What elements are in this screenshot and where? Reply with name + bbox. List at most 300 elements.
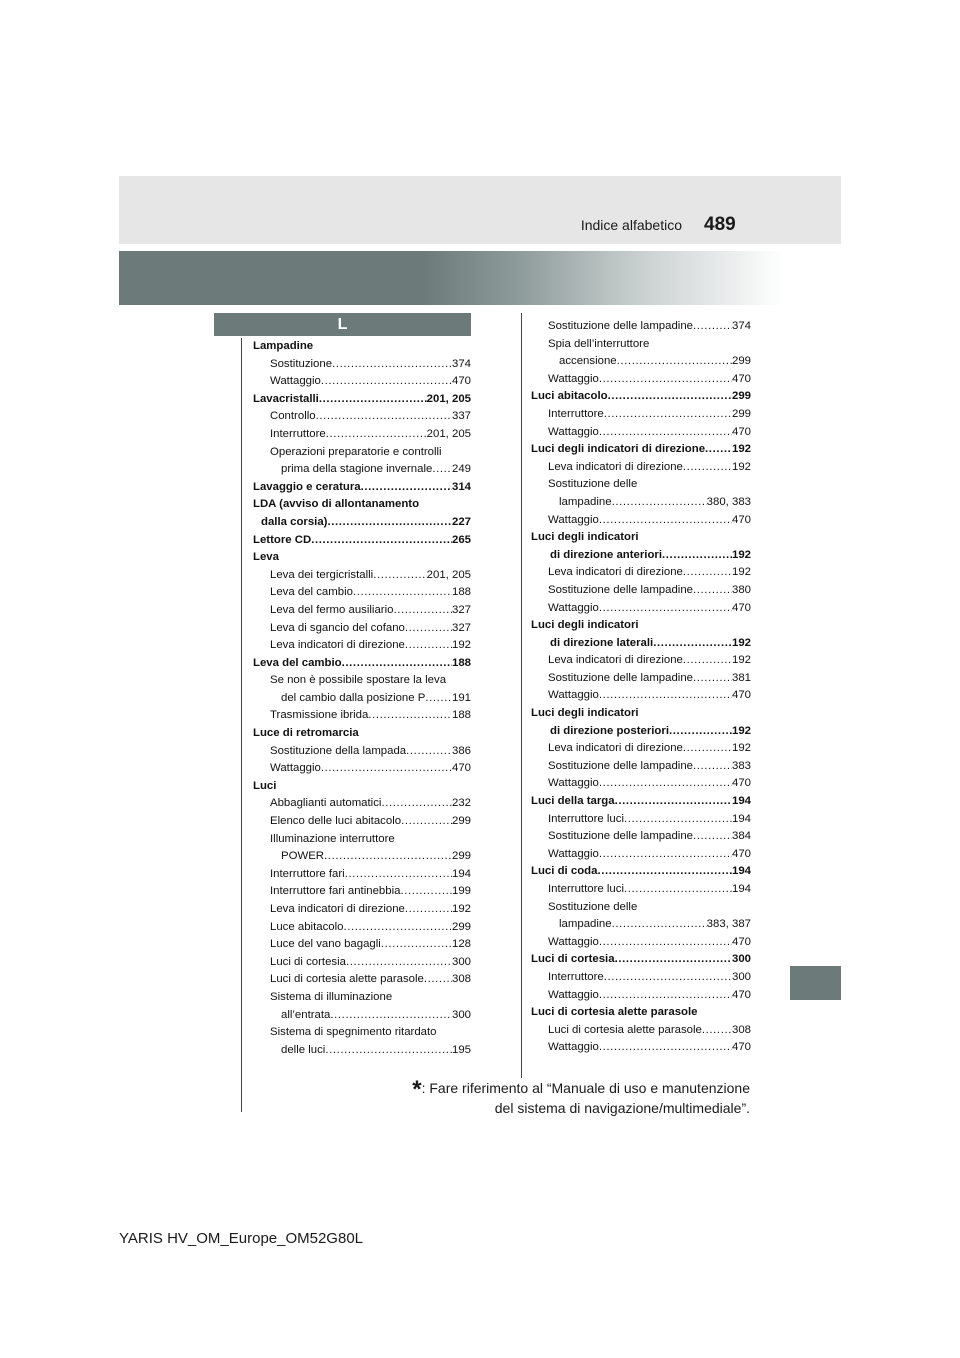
index-entry bbox=[253, 778, 471, 796]
index-entry-page: 199 bbox=[451, 885, 471, 898]
index-entry-page: 194 bbox=[451, 867, 471, 880]
index-entry bbox=[253, 971, 471, 989]
index-entry-term: Interruttore bbox=[270, 427, 326, 440]
index-entry-page: 470 bbox=[731, 372, 751, 385]
index-entry-page: 470 bbox=[451, 375, 471, 388]
index-entry-page: 192 bbox=[731, 636, 751, 649]
index-entry-leader bbox=[693, 582, 732, 600]
index-entry-page: 299 bbox=[731, 390, 751, 403]
index-entry-term: Sostituzione bbox=[270, 357, 333, 370]
index-entry bbox=[531, 459, 751, 477]
index-entry-leader bbox=[615, 951, 732, 969]
index-entry bbox=[531, 969, 751, 987]
index-entry-leader bbox=[361, 479, 452, 497]
index-entry-leader bbox=[321, 760, 452, 778]
index-entry bbox=[531, 336, 751, 354]
index-entry bbox=[531, 600, 751, 618]
index-entry bbox=[253, 602, 471, 620]
index-entry-leader bbox=[345, 866, 452, 884]
index-entry-page: 249 bbox=[451, 463, 471, 476]
index-entry-leader bbox=[321, 373, 452, 391]
index-entry-term: Interruttore fari bbox=[270, 867, 345, 880]
index-entry-term: Lavaggio e ceratura bbox=[253, 480, 361, 493]
index-column-right bbox=[531, 318, 751, 1057]
index-entry bbox=[253, 707, 471, 725]
index-entry-page: 470 bbox=[731, 689, 751, 702]
index-entry-leader bbox=[327, 514, 452, 532]
index-entry bbox=[253, 1042, 471, 1060]
index-entry bbox=[531, 388, 751, 406]
index-entry-page: 380, 383 bbox=[706, 495, 751, 508]
index-entry bbox=[531, 811, 751, 829]
index-entry-leader bbox=[599, 424, 732, 442]
index-entry-leader bbox=[693, 318, 732, 336]
index-entry-term: Wattaggio bbox=[548, 777, 599, 790]
index-entry-page: 192 bbox=[731, 742, 751, 755]
index-entry-page: 194 bbox=[731, 795, 751, 808]
index-entry-term: Luci di cortesia bbox=[531, 953, 615, 966]
index-entry-leader bbox=[405, 901, 452, 919]
index-entry-leader bbox=[599, 600, 732, 618]
index-entry-leader bbox=[405, 637, 452, 655]
index-entry-term: delle luci bbox=[281, 1043, 326, 1056]
index-entry bbox=[253, 655, 471, 673]
index-entry-leader bbox=[330, 1007, 452, 1025]
index-entry-term: di direzione laterali bbox=[550, 636, 654, 649]
index-entry-page: 194 bbox=[731, 865, 751, 878]
index-entry-leader bbox=[683, 564, 732, 582]
index-entry bbox=[531, 441, 751, 459]
index-entry-term: Luci degli indicatori bbox=[531, 531, 639, 544]
index-entry bbox=[253, 672, 471, 690]
index-entry-term: Leva indicatori di direzione bbox=[270, 639, 405, 652]
index-entry bbox=[253, 725, 471, 743]
index-entry-leader bbox=[400, 883, 452, 901]
index-entry-term: Leva del cambio bbox=[253, 656, 342, 669]
index-entry-page: 192 bbox=[451, 639, 471, 652]
index-entry bbox=[253, 1007, 471, 1025]
index-entry bbox=[531, 371, 751, 389]
index-entry-term: LDA (avviso di allontanamento bbox=[253, 498, 420, 511]
index-entry-page: 300 bbox=[451, 955, 471, 968]
index-entry-page: 192 bbox=[731, 460, 751, 473]
index-entry-page: 191 bbox=[451, 691, 471, 704]
index-entry bbox=[253, 496, 471, 514]
index-entry-page: 470 bbox=[731, 935, 751, 948]
index-entry-leader bbox=[604, 406, 732, 424]
index-entry bbox=[253, 831, 471, 849]
index-entry-page: 381 bbox=[731, 671, 751, 684]
index-entry-leader bbox=[342, 655, 452, 673]
index-entry-leader bbox=[599, 512, 732, 530]
index-entry bbox=[531, 916, 751, 934]
index-entry-leader bbox=[608, 388, 732, 406]
index-entry-page: 470 bbox=[731, 425, 751, 438]
index-entry bbox=[253, 426, 471, 444]
section-title: Indice alfabetico bbox=[580, 217, 682, 233]
index-entry-page: 192 bbox=[731, 443, 751, 456]
index-entry-term: Luci degli indicatori di direzione bbox=[531, 443, 706, 456]
index-entry-leader bbox=[612, 494, 707, 512]
index-entry bbox=[531, 406, 751, 424]
index-entry bbox=[253, 813, 471, 831]
index-entry-term: Luci di cortesia alette parasole bbox=[548, 1023, 702, 1036]
index-entry-leader bbox=[316, 408, 452, 426]
footnote bbox=[380, 1076, 750, 1117]
index-entry-page: 470 bbox=[451, 762, 471, 775]
index-entry-term: Lampadine bbox=[253, 340, 314, 352]
index-entry bbox=[531, 758, 751, 776]
index-entry-page: 300 bbox=[731, 970, 751, 983]
index-entry-leader bbox=[693, 670, 732, 688]
index-entry-term: Sistema di spegnimento ritardato bbox=[270, 1026, 437, 1039]
footnote-text-1: : Fare riferimento al “Manuale di uso e manutenzione bbox=[421, 1080, 750, 1096]
index-entry-term: Luce abitacolo bbox=[270, 920, 344, 933]
index-entry bbox=[531, 652, 751, 670]
index-entry-term: Luci di cortesia alette parasole bbox=[270, 973, 424, 986]
index-entry-page: 308 bbox=[731, 1023, 751, 1036]
index-entry-page: 299 bbox=[731, 407, 751, 420]
index-entry bbox=[253, 356, 471, 374]
index-entry bbox=[531, 564, 751, 582]
index-entry-leader bbox=[615, 793, 732, 811]
index-entry-page: 299 bbox=[731, 355, 751, 368]
index-entry-leader bbox=[599, 775, 732, 793]
index-entry bbox=[531, 1039, 751, 1057]
index-entry-term: di direzione posteriori bbox=[550, 724, 669, 737]
index-entry bbox=[531, 318, 751, 336]
index-entry-term: Wattaggio bbox=[270, 762, 321, 775]
index-entry-term: Interruttore bbox=[548, 407, 604, 420]
index-entry bbox=[531, 934, 751, 952]
index-entry-page: 201, 205 bbox=[426, 392, 471, 405]
index-entry-term: Leva del cambio bbox=[270, 586, 353, 599]
index-entry-term: Wattaggio bbox=[548, 935, 599, 948]
index-entry-leader bbox=[599, 934, 732, 952]
index-entry-page: 128 bbox=[451, 938, 471, 951]
index-entry bbox=[253, 567, 471, 585]
index-entry-term: Leva dei tergicristalli bbox=[270, 568, 374, 581]
index-entry bbox=[531, 899, 751, 917]
index-entry-term: Sostituzione delle bbox=[548, 478, 638, 491]
index-entry-leader bbox=[343, 919, 452, 937]
index-entry-term: Luci di cortesia bbox=[270, 955, 346, 968]
index-entry-term: Leva di sgancio del cofano bbox=[270, 621, 405, 634]
index-entry-leader bbox=[324, 848, 452, 866]
index-entry-term: lampadine bbox=[559, 495, 612, 508]
index-entry bbox=[253, 901, 471, 919]
footnote-line-2: del sistema di navigazione/multimediale”. bbox=[494, 1100, 750, 1116]
index-entry-term: Se non è possibile spostare la leva bbox=[270, 674, 447, 687]
index-entry bbox=[253, 883, 471, 901]
index-entry bbox=[531, 529, 751, 547]
index-entry-term: Luci di coda bbox=[531, 865, 598, 878]
chapter-band bbox=[119, 251, 841, 305]
index-entry-leader bbox=[693, 758, 732, 776]
index-entry-leader bbox=[693, 828, 732, 846]
index-entry-term: Sistema di illuminazione bbox=[270, 990, 393, 1003]
index-entry-term: Wattaggio bbox=[548, 988, 599, 1001]
index-entry-term: Wattaggio bbox=[548, 601, 599, 614]
index-entry bbox=[531, 1004, 751, 1022]
index-entry bbox=[253, 408, 471, 426]
index-entry bbox=[253, 795, 471, 813]
index-entry-leader bbox=[683, 459, 732, 477]
footnote-line-1 bbox=[380, 1076, 750, 1103]
index-entry bbox=[253, 919, 471, 937]
index-entry bbox=[253, 338, 471, 356]
index-entry-term: Luce di retromarcia bbox=[253, 727, 359, 740]
index-entry bbox=[253, 461, 471, 479]
index-entry-term: all’entrata bbox=[281, 1008, 331, 1021]
index-entry bbox=[253, 760, 471, 778]
index-entry-term: Interruttore bbox=[548, 970, 604, 983]
index-entry-term: Illuminazione interruttore bbox=[270, 832, 395, 845]
index-entry-term: Wattaggio bbox=[548, 513, 599, 526]
index-entry-page: 374 bbox=[451, 357, 471, 370]
index-entry-page: 470 bbox=[731, 513, 751, 526]
index-entry-page: 386 bbox=[451, 744, 471, 757]
index-entry-leader bbox=[326, 426, 427, 444]
index-entry bbox=[253, 391, 471, 409]
index-entry-page: 337 bbox=[451, 410, 471, 423]
index-entry-page: 201, 205 bbox=[426, 568, 471, 581]
column-divider-rule bbox=[521, 313, 522, 1078]
index-entry-leader bbox=[368, 707, 452, 725]
index-entry-page: 327 bbox=[451, 603, 471, 616]
index-entry-term: Wattaggio bbox=[548, 425, 599, 438]
index-entry bbox=[531, 582, 751, 600]
index-entry-leader bbox=[599, 987, 732, 1005]
index-entry-leader bbox=[702, 1022, 732, 1040]
index-entry bbox=[531, 1022, 751, 1040]
index-entry-leader bbox=[311, 532, 452, 550]
index-entry bbox=[253, 444, 471, 462]
index-entry-leader bbox=[381, 936, 452, 954]
index-entry-term: Wattaggio bbox=[548, 847, 599, 860]
index-entry-term: Sostituzione delle lampadine bbox=[548, 671, 694, 684]
index-entry bbox=[253, 848, 471, 866]
index-entry-page: 299 bbox=[451, 815, 471, 828]
index-entry bbox=[531, 828, 751, 846]
index-entry-leader bbox=[599, 846, 732, 864]
left-margin-rule bbox=[241, 338, 242, 1112]
index-entry-term: Spia dell’interruttore bbox=[548, 337, 650, 350]
index-entry-page: 192 bbox=[731, 548, 751, 561]
index-entry-page: 192 bbox=[731, 654, 751, 667]
document-id: YARIS HV_OM_Europe_OM52G80L bbox=[119, 1230, 364, 1247]
index-entry-page: 195 bbox=[451, 1043, 471, 1056]
index-entry bbox=[531, 494, 751, 512]
index-entry bbox=[531, 705, 751, 723]
index-entry bbox=[253, 1024, 471, 1042]
index-entry-term: Lettore CD bbox=[253, 533, 312, 546]
index-entry-term: di direzione anteriori bbox=[550, 548, 663, 561]
index-entry bbox=[531, 547, 751, 565]
index-entry-leader bbox=[393, 602, 452, 620]
index-entry-leader bbox=[669, 723, 732, 741]
index-entry-term: Luce del vano bagagli bbox=[270, 938, 381, 951]
index-entry bbox=[531, 863, 751, 881]
index-entry-leader bbox=[683, 652, 732, 670]
index-entry-term: Sostituzione delle lampadine bbox=[548, 320, 694, 332]
index-entry-page: 314 bbox=[451, 480, 471, 493]
index-entry-page: 380 bbox=[731, 583, 751, 596]
index-entry-term: POWER bbox=[281, 850, 325, 863]
index-entry bbox=[253, 373, 471, 391]
index-entry-term: Trasmissione ibrida bbox=[270, 709, 369, 722]
index-entry bbox=[531, 512, 751, 530]
index-entry-term: Luci bbox=[253, 779, 277, 792]
index-entry bbox=[531, 476, 751, 494]
index-entry bbox=[531, 740, 751, 758]
index-entry-term: Wattaggio bbox=[270, 375, 321, 388]
index-entry-term: Abbaglianti automatici bbox=[270, 797, 382, 810]
index-entry bbox=[531, 617, 751, 635]
index-entry-term: prima della stagione invernale bbox=[281, 463, 433, 476]
index-entry-leader bbox=[604, 969, 732, 987]
index-entry-page: 188 bbox=[451, 586, 471, 599]
index-entry-page: 299 bbox=[451, 850, 471, 863]
chapter-side-tab bbox=[790, 966, 841, 1000]
index-entry-page: 201, 205 bbox=[426, 427, 471, 440]
index-entry-term: Sostituzione delle lampadine bbox=[548, 583, 694, 596]
index-entry-term: Leva indicatori di direzione bbox=[548, 742, 683, 755]
index-entry-term: Elenco delle luci abitacolo bbox=[270, 815, 402, 828]
index-entry-term: accensione bbox=[559, 355, 617, 368]
index-entry-term: lampadine bbox=[559, 918, 612, 931]
index-entry-page: 232 bbox=[451, 797, 471, 810]
index-entry-term: Leva indicatori di direzione bbox=[548, 460, 683, 473]
index-entry-term: Controllo bbox=[270, 410, 316, 423]
index-entry-term: Interruttore fari antinebbia bbox=[270, 885, 401, 898]
index-entry-leader bbox=[599, 687, 732, 705]
index-entry-page: 188 bbox=[451, 656, 471, 669]
index-entry-page: 384 bbox=[731, 830, 751, 843]
index-entry-term: Luci abitacolo bbox=[531, 390, 608, 403]
index-entry-term: Leva del fermo ausiliario bbox=[270, 603, 394, 616]
index-entry-leader bbox=[599, 1039, 732, 1057]
index-entry-page: 327 bbox=[451, 621, 471, 634]
index-entry-page: 192 bbox=[731, 566, 751, 579]
index-entry-leader bbox=[319, 391, 427, 409]
index-entry bbox=[253, 637, 471, 655]
index-entry bbox=[253, 866, 471, 884]
index-entry bbox=[531, 353, 751, 371]
index-entry-term: dalla corsia) bbox=[261, 515, 328, 528]
index-letter-heading: L bbox=[214, 313, 471, 336]
index-entry-term: Sostituzione delle lampadine bbox=[548, 759, 694, 772]
page-number: 489 bbox=[704, 214, 736, 235]
index-entry-term: Wattaggio bbox=[548, 372, 599, 385]
index-entry-page: 383, 387 bbox=[706, 918, 751, 931]
index-entry-page: 470 bbox=[731, 988, 751, 1001]
index-entry-leader bbox=[683, 740, 732, 758]
index-entry-leader bbox=[612, 916, 707, 934]
index-entry-page: 470 bbox=[731, 601, 751, 614]
index-entry-page: 192 bbox=[451, 903, 471, 915]
index-entry-term: Leva bbox=[253, 551, 279, 564]
index-entry bbox=[531, 881, 751, 899]
index-entry bbox=[531, 775, 751, 793]
index-entry-page: 383 bbox=[731, 759, 751, 772]
index-entry-page: 192 bbox=[731, 724, 751, 737]
index-entry bbox=[531, 670, 751, 688]
index-entry-leader bbox=[381, 795, 452, 813]
index-entry-term: Operazioni preparatorie e controlli bbox=[270, 445, 442, 458]
index-entry-leader bbox=[406, 743, 452, 761]
index-entry bbox=[253, 584, 471, 602]
index-entry-page: 227 bbox=[451, 515, 471, 528]
index-entry bbox=[253, 989, 471, 1007]
index-entry bbox=[253, 690, 471, 708]
index-entry bbox=[253, 620, 471, 638]
index-entry bbox=[531, 635, 751, 653]
index-entry bbox=[531, 846, 751, 864]
index-entry bbox=[531, 951, 751, 969]
index-entry bbox=[531, 793, 751, 811]
index-entry bbox=[531, 687, 751, 705]
index-entry-leader bbox=[401, 813, 452, 831]
index-entry-page: 194 bbox=[731, 883, 751, 895]
index-entry-page: 470 bbox=[731, 1041, 751, 1054]
index-entry-term: Leva indicatori di direzione bbox=[548, 654, 683, 667]
index-entry-leader bbox=[624, 881, 732, 899]
index-entry-term: Luci degli indicatori bbox=[531, 707, 639, 720]
index-entry bbox=[531, 723, 751, 741]
index-entry-term: Luci di cortesia alette parasole bbox=[531, 1006, 698, 1019]
index-column-left bbox=[253, 338, 471, 1059]
index-entry-term: Luci della targa bbox=[531, 795, 615, 808]
index-entry-term: Wattaggio bbox=[548, 1041, 599, 1054]
index-entry-term: Leva indicatori di direzione bbox=[270, 903, 405, 915]
index-entry-term: Interruttore luci bbox=[548, 883, 624, 895]
index-entry-term: Interruttore luci bbox=[548, 812, 624, 825]
index-entry-leader bbox=[599, 371, 732, 389]
index-entry bbox=[531, 987, 751, 1005]
index-entry-leader bbox=[373, 567, 426, 585]
index-entry-leader bbox=[425, 690, 452, 708]
index-entry-leader bbox=[662, 547, 732, 565]
index-entry-leader bbox=[424, 971, 452, 989]
index-entry-page: 470 bbox=[731, 777, 751, 790]
index-entry-term: Wattaggio bbox=[548, 689, 599, 702]
footnote-asterisk: * bbox=[412, 1076, 422, 1103]
index-entry-term: Sostituzione delle lampadine bbox=[548, 830, 694, 843]
index-entry-leader bbox=[432, 461, 452, 479]
index-entry-page: 265 bbox=[451, 533, 471, 546]
index-entry-leader bbox=[332, 356, 452, 374]
index-entry-leader bbox=[325, 1042, 452, 1060]
index-entry-page: 470 bbox=[731, 847, 751, 860]
index-entry-leader bbox=[353, 584, 452, 602]
index-entry-page: 188 bbox=[451, 709, 471, 722]
index-entry-leader bbox=[624, 811, 732, 829]
index-entry-page: 300 bbox=[731, 953, 751, 966]
index-entry bbox=[253, 549, 471, 567]
index-entry-leader bbox=[405, 620, 452, 638]
index-entry-term: Luci degli indicatori bbox=[531, 619, 639, 632]
index-entry-page: 300 bbox=[451, 1008, 471, 1021]
index-entry-page: 374 bbox=[731, 320, 751, 332]
index-entry-page: 299 bbox=[451, 920, 471, 933]
index-entry bbox=[253, 936, 471, 954]
index-entry-page: 194 bbox=[731, 812, 751, 825]
index-entry bbox=[253, 743, 471, 761]
index-entry bbox=[253, 514, 471, 532]
index-entry bbox=[253, 532, 471, 550]
index-entry-term: Sostituzione della lampada bbox=[270, 744, 407, 757]
